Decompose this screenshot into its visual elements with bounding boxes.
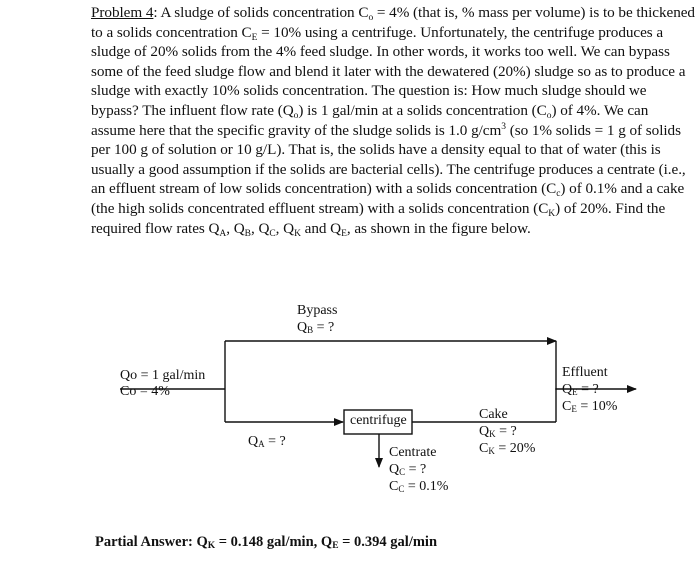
centrate-label xyxy=(389,444,448,495)
centrate-flow: $Q_C$ = ? xyxy=(389,462,427,477)
centrate-concentration: $C_C = 0.1\%$ xyxy=(389,479,449,494)
cake-label xyxy=(479,406,535,457)
effluent-flow: $Q_E$ = ? xyxy=(562,382,599,397)
problem-heading: Problem 4 xyxy=(91,4,154,21)
subscript: E xyxy=(341,228,347,239)
influent-flow: Qo = 1 gal/min xyxy=(120,368,206,383)
subscript: K xyxy=(548,208,556,219)
partial-answer: Partial Answer: $Q_K = 0.148$ gal/min, $Q_E = 0.394$ gal/min xyxy=(95,534,438,551)
problem-text: , as shown in the figure below. xyxy=(346,219,531,237)
answer-label: Partial Answer: xyxy=(95,534,197,550)
problem-text: ) is 1 gal/min at a solids concentration (C xyxy=(298,101,547,119)
qa-label: $Q_A$ = ? xyxy=(248,434,286,449)
subscript: o xyxy=(293,110,299,121)
cake-title: Cake xyxy=(479,407,508,422)
centrate-title: Centrate xyxy=(389,445,437,460)
problem-text: = 4% (that is, % mass per volume) is to be thickened to a solids concentration C xyxy=(91,4,695,41)
problem-text: , Q xyxy=(226,219,245,237)
effluent-title: Effluent xyxy=(562,365,608,380)
problem-text: , Q xyxy=(250,219,270,237)
subscript: B xyxy=(244,228,251,239)
problem-text: ) of 4%. We can assume here that the specific gravity of the sludge solids is 1.0 g/cm xyxy=(91,101,649,139)
subscript: o xyxy=(546,110,552,121)
subscript: K xyxy=(294,228,301,239)
problem-text: = 10% using a centrifuge. Unfortunately, the centrifuge produces a sludge of 20% solids from the 4% feed sludge. In other words, it works too well. We can bypass some of the feed sludge flow and blend it later with the dewatered (20%) sludge so as to produce a sludge with exactly 10% solids concentration. The question is: How much sludge should we bypass? The influent flow rate (Q xyxy=(91,23,686,119)
bypass-title: Bypass xyxy=(297,303,338,318)
subscript: C xyxy=(269,228,276,239)
superscript: 3 xyxy=(501,121,506,132)
subscript: c xyxy=(556,189,561,200)
problem-text: ) of 0.1% and a cake (the high solids concentrated effluent stream) with a solids concentration (C xyxy=(91,180,685,217)
subscript: A xyxy=(219,228,227,239)
influent-concentration: Co = 4% xyxy=(120,384,170,399)
subscript: E xyxy=(251,32,258,43)
problem-text: (so 1% solids = 1 g of solids per 100 g of solution or 10 g/L). That is, the solids have a density equal to that of water (this is usually a good assumption if the solids are bacterial cells). The centrifuge produces a centrate (i.e., an effluent stream of low solids concentration) with a solids concentration (C xyxy=(91,121,686,198)
problem-text: ) of 20%. Find the required flow rates Q xyxy=(91,199,666,237)
cake-concentration: $C_K = 20\%$ xyxy=(479,441,536,456)
effluent-label xyxy=(562,364,617,415)
bypass-flow: $Q_B$ = ? xyxy=(297,320,335,335)
problem-text: and Q xyxy=(300,219,342,237)
centrifuge-label: centrifuge xyxy=(350,413,407,428)
bypass-label xyxy=(297,303,337,336)
problem-text: : A sludge of solids concentration C xyxy=(153,4,369,21)
influent-label xyxy=(120,368,205,400)
subscript: o xyxy=(368,13,374,23)
problem-text: , Q xyxy=(275,219,295,237)
effluent-concentration: $C_E = 10\%$ xyxy=(562,399,618,414)
cake-flow: $Q_K$ = ? xyxy=(479,424,517,439)
